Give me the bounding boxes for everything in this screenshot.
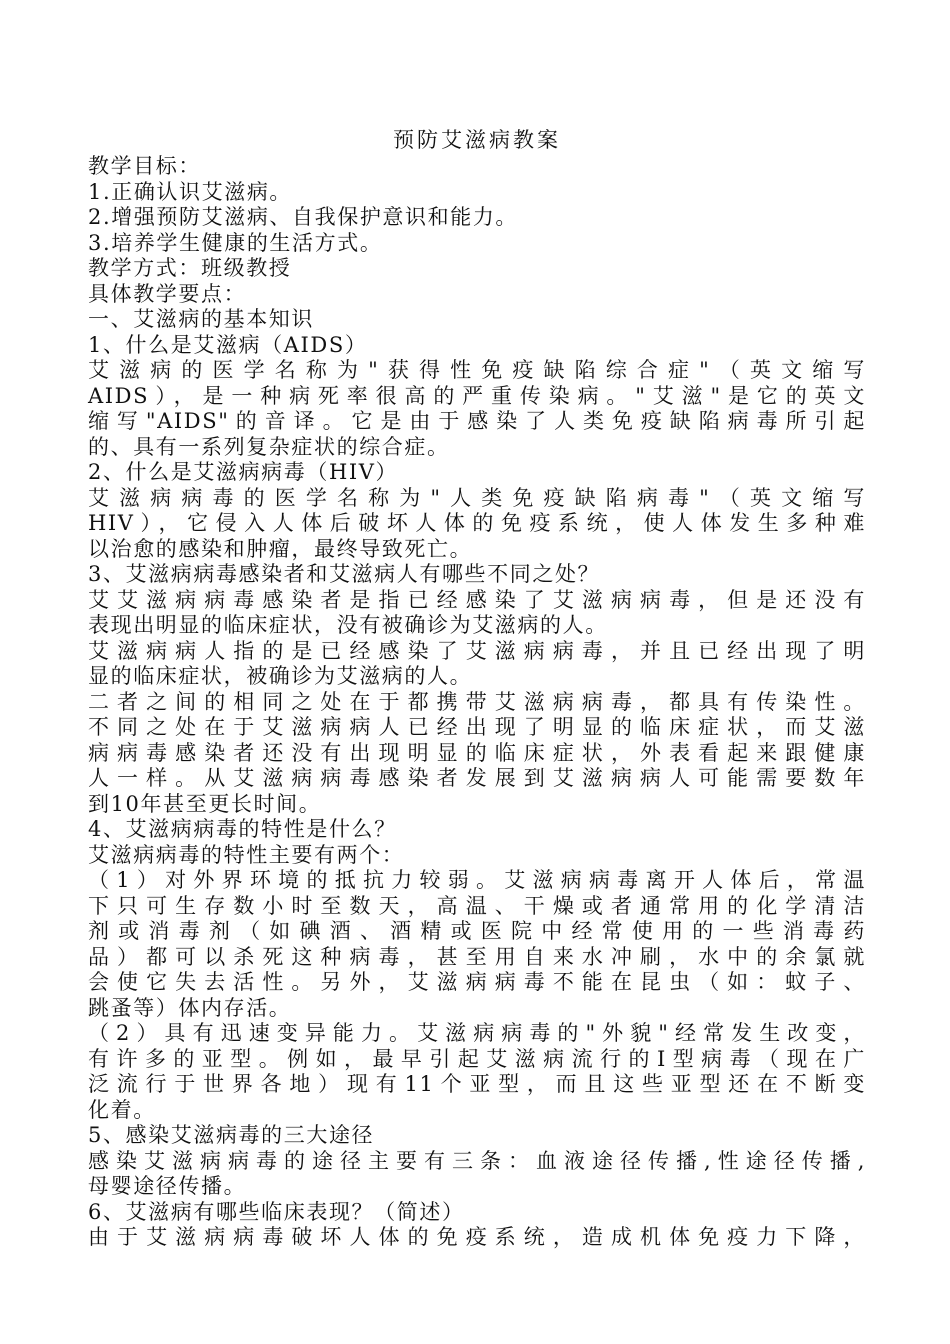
document-body (88, 154, 866, 1251)
text-line: 1、什么是艾滋病（AIDS） (88, 332, 368, 357)
text-line: 以治愈的感染和肿瘤，最终导致死亡。 (88, 536, 473, 561)
text-line: 艾滋病病毒的特性主要有两个： (88, 842, 405, 867)
text-line: 下只可生存数小时至数天，高温、干燥或者通常用的化学清洁 (88, 893, 866, 918)
text-line: 缩写"AIDS"的音译。它是由于感染了人类免疫缺陷病毒所引起 (88, 409, 866, 433)
text-line: 到10年甚至更长时间。 (88, 791, 322, 816)
text-line: 跳蚤等）体内存活。 (88, 995, 292, 1020)
text-line: 2、什么是艾滋病病毒（HIV） (88, 460, 399, 484)
text-line: 品）都可以杀死这种病毒，甚至用自来水冲刷，水中的余氯就 (88, 944, 866, 969)
text-line: 由于艾滋病病毒破坏人体的免疫系统，造成机体免疫力下降， (88, 1225, 866, 1249)
text-line: 病病毒感染者还没有出现明显的临床症状，外表看起来跟健康 (88, 740, 866, 765)
text-line: AIDS），是一种病死率很高的严重传染病。"艾滋"是它的英文 (88, 383, 866, 408)
text-line: 显的临床症状，被确诊为艾滋病的人。 (88, 664, 473, 688)
text-line: 不同之处在于艾滋病病人已经出现了明显的临床症状，而艾滋 (88, 715, 866, 739)
text-line: 的、具有一系列复杂症状的综合症。 (88, 434, 450, 459)
text-line: HIV），它侵入人体后破坏人体的免疫系统，使人体发生多种难 (88, 511, 866, 535)
text-line: 化着。 (88, 1097, 156, 1122)
text-line: 具体教学要点： (88, 281, 247, 306)
text-line: 会使它失去活性。另外，艾滋病病毒不能在昆虫（如：蚊子、 (88, 970, 866, 994)
text-line: 教学方式：班级教授 (88, 256, 292, 280)
text-line: 一、艾滋病的基本知识 (88, 307, 314, 331)
text-line: 2.增强预防艾滋病、自我保护意识和能力。 (88, 205, 519, 229)
text-line: 人一样。从艾滋病病毒感染者发展到艾滋病病人可能需要数年 (88, 766, 866, 790)
text-line: 感染艾滋病病毒的途径主要有三条：血液途径传播,性途径传播, (88, 1148, 866, 1173)
text-line: 1.正确认识艾滋病。 (88, 179, 293, 204)
text-line: 艾滋病病人指的是已经感染了艾滋病病毒，并且已经出现了明 (88, 638, 866, 663)
text-line: （2）具有迅速变异能力。艾滋病病毒的"外貌"经常发生改变， (88, 1021, 866, 1045)
document-title: 预防艾滋病教案 (393, 128, 561, 152)
text-line: （1）对外界环境的抵抗力较弱。艾滋病病毒离开人体后，常温 (88, 868, 866, 892)
text-line: 表现出明显的临床症状，没有被确诊为艾滋病的人。 (88, 613, 608, 637)
text-line: 剂或消毒剂（如碘酒、酒精或医院中经常使用的一些消毒药 (88, 919, 866, 943)
text-line: 3.培养学生健康的生活方式。 (88, 230, 383, 255)
text-line: 3、艾滋病病毒感染者和艾滋病人有哪些不同之处？ (88, 562, 601, 586)
text-line: 艾艾滋病病毒感染者是指已经感染了艾滋病病毒，但是还没有 (88, 587, 866, 612)
text-line: 6、艾滋病有哪些临床表现？（简述） (88, 1199, 465, 1224)
text-line: 艾滋病的医学名称为"获得性免疫缺陷综合症"（英文缩写 (88, 358, 866, 382)
text-line: 5、感染艾滋病毒的三大途径 (88, 1123, 375, 1147)
text-line: 母婴途径传播。 (88, 1174, 247, 1198)
text-line: 教学目标： (88, 154, 201, 178)
text-line: 艾滋病病毒的医学名称为"人类免疫缺陷病毒"（英文缩写 (88, 485, 866, 510)
text-line: 有许多的亚型。例如，最早引起艾滋病流行的I型病毒（现在广 (88, 1046, 866, 1071)
text-line: 4、艾滋病病毒的特性是什么？ (88, 817, 397, 841)
text-line: 二者之间的相同之处在于都携带艾滋病病毒，都具有传染性。 (88, 689, 866, 714)
text-line: 泛流行于世界各地）现有11个亚型，而且这些亚型还在不断变 (88, 1072, 866, 1096)
document-page (88, 128, 866, 1251)
